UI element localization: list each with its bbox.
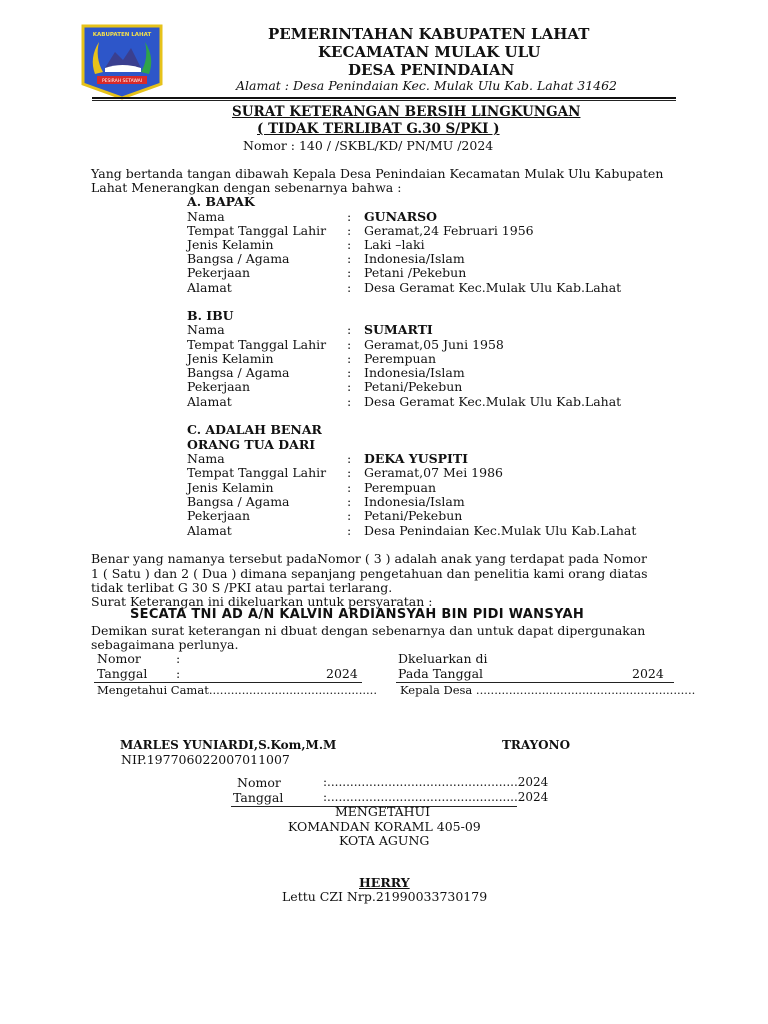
closing-line: sebagaimana perlunya.	[91, 637, 239, 652]
field-label: Bangsa / Agama	[187, 365, 290, 380]
field-value: Geramat,24 Februari 1956	[364, 223, 534, 238]
section-a-heading: A. BAPAK	[187, 194, 255, 209]
field-colon: :	[347, 223, 352, 238]
koramil-nomor-label: Nomor	[237, 775, 281, 790]
section-c-heading: C. ADALAH BENAR	[187, 422, 322, 437]
field-value: Geramat,07 Mei 1986	[364, 465, 503, 480]
purpose-statement: SECATA TNI AD A/N KALVIN ARDIANSYAH BIN PIDI WANSYAH	[130, 607, 584, 622]
field-colon: :	[347, 394, 352, 409]
header-village: DESA PENINDAIAN	[348, 61, 515, 79]
field-label: Bangsa / Agama	[187, 494, 290, 509]
field-value: Perempuan	[364, 351, 437, 366]
field-value: Indonesia/Islam	[364, 365, 465, 380]
field-colon: :	[347, 237, 352, 252]
header-rule-thin	[92, 100, 676, 101]
field-value: Perempuan	[364, 480, 437, 495]
field-label: Alamat	[187, 523, 232, 538]
child-name: DEKA YUSPITI	[364, 451, 469, 466]
field-colon: :	[347, 365, 352, 380]
field-label: Alamat	[187, 280, 232, 295]
field-colon: :	[176, 666, 181, 681]
letter-number: Nomor : 140 / /SKBL/KD/ PN/MU /2024	[243, 138, 494, 153]
koramil-tanggal-label: Tanggal	[233, 790, 284, 805]
letter-subtitle: ( TIDAK TERLIBAT G.30 S/PKI )	[257, 121, 500, 137]
field-label: Tempat Tanggal Lahir	[187, 337, 327, 352]
camat-tanggal-label: Tanggal	[97, 666, 148, 681]
section-c-heading-2: ORANG TUA DARI	[187, 437, 316, 452]
koramil-officer-id: Lettu CZI Nrp.21990033730179	[282, 889, 488, 904]
issued-at-label: Dkeluarkan di	[398, 651, 488, 666]
field-colon: :	[347, 379, 352, 394]
field-value: Indonesia/Islam	[364, 494, 465, 509]
koramil-acknowledgement: MENGETAHUI	[335, 804, 431, 819]
body-line: 1 ( Satu ) dan 2 ( Dua ) dimana sepanjang pengetahuan dan penelitia kami orang diatas	[91, 566, 648, 581]
svg-text:KABUPATEN LAHAT: KABUPATEN LAHAT	[92, 32, 152, 38]
field-colon: :	[347, 322, 352, 337]
village-head-name: TRAYONO	[502, 738, 571, 752]
closing-line: Demikan surat keterangan ni dbuat dengan sebenarnya dan untuk dapat dipergunakan	[91, 623, 646, 638]
field-label: Alamat	[187, 394, 232, 409]
field-colon: :	[347, 251, 352, 266]
camat-nomor-label: Nomor	[97, 651, 141, 666]
camat-acknowledgement: Mengetahui Camat..............................................	[97, 683, 377, 697]
body-line: Surat Keterangan ini dikeluarkan untuk persyaratan :	[91, 594, 433, 609]
kades-year: 2024	[632, 666, 664, 681]
header-government: PEMERINTAHAN KABUPATEN LAHAT	[268, 25, 590, 43]
field-colon: :	[347, 451, 352, 466]
field-value: Indonesia/Islam	[364, 251, 465, 266]
field-value: Laki –laki	[364, 237, 425, 252]
field-value: Petani/Pekebun	[364, 508, 463, 523]
field-colon: :	[347, 265, 352, 280]
field-colon: :	[347, 337, 352, 352]
koramil-city: KOTA AGUNG	[339, 833, 430, 848]
field-label: Pekerjaan	[187, 379, 251, 394]
field-label: Jenis Kelamin	[187, 480, 274, 495]
field-colon: :	[347, 523, 352, 538]
field-label: Pekerjaan	[187, 508, 251, 523]
intro-line: Lahat Menerangkan dengan sebenarnya bahwa :	[91, 180, 402, 195]
field-value: Petani/Pekebun	[364, 379, 463, 394]
field-label: Jenis Kelamin	[187, 351, 274, 366]
header-district: KECAMATAN MULAK ULU	[318, 43, 541, 61]
field-colon: :	[347, 494, 352, 509]
camat-nip: NIP.197706022007011007	[121, 752, 290, 767]
koramil-officer-name: HERRY	[359, 875, 410, 890]
koramil-nomor-value: :..................................................2024	[323, 775, 549, 789]
camat-year: 2024	[326, 666, 358, 681]
field-label: Jenis Kelamin	[187, 237, 274, 252]
village-head-label: Kepala Desa ............................................................	[400, 683, 696, 697]
field-colon: :	[347, 465, 352, 480]
father-name: GUNARSO	[364, 209, 438, 224]
body-line: Benar yang namanya tersebut padaNomor ( 3 ) adalah anak yang terdapat pada Nomor	[91, 551, 647, 566]
body-line: tidak terlibat G 30 S /PKI atau partai terlarang.	[91, 580, 393, 595]
field-value: Desa Penindaian Kec.Mulak Ulu Kab.Lahat	[364, 523, 637, 538]
field-value: Desa Geramat Kec.Mulak Ulu Kab.Lahat	[364, 394, 622, 409]
field-colon: :	[347, 209, 352, 224]
field-colon: :	[347, 508, 352, 523]
field-value: Geramat,05 Juni 1958	[364, 337, 504, 352]
intro-line: Yang bertanda tangan dibawah Kepala Desa Penindaian Kecamatan Mulak Ulu Kabupaten	[91, 166, 664, 181]
field-colon: :	[347, 351, 352, 366]
field-colon: :	[347, 480, 352, 495]
field-label: Nama	[187, 209, 225, 224]
field-label: Nama	[187, 451, 225, 466]
regency-logo	[79, 22, 165, 100]
koramil-tanggal-value: :..................................................2024	[323, 790, 549, 804]
svg-text:PESIRAH SETAWAI: PESIRAH SETAWAI	[101, 79, 143, 84]
header-rule	[92, 97, 676, 99]
field-label: Nama	[187, 322, 225, 337]
section-b-heading: B. IBU	[187, 308, 234, 323]
field-value: Desa Geramat Kec.Mulak Ulu Kab.Lahat	[364, 280, 622, 295]
issued-date-label: Pada Tanggal	[398, 666, 484, 681]
field-label: Pekerjaan	[187, 265, 251, 280]
koramil-unit: KOMANDAN KORAML 405-09	[288, 819, 481, 834]
field-label: Bangsa / Agama	[187, 251, 290, 266]
field-label: Tempat Tanggal Lahir	[187, 223, 327, 238]
field-colon: :	[176, 651, 181, 666]
header-address: Alamat : Desa Penindaian Kec. Mulak Ulu Kab. Lahat 31462	[236, 78, 618, 93]
field-colon: :	[347, 280, 352, 295]
field-label: Tempat Tanggal Lahir	[187, 465, 327, 480]
mother-name: SUMARTI	[364, 322, 433, 337]
camat-signatory-name: MARLES YUNIARDI,S.Kom,M.M	[120, 738, 337, 752]
field-value: Petani /Pekebun	[364, 265, 467, 280]
letter-title: SURAT KETERANGAN BERSIH LINGKUNGAN	[232, 104, 581, 120]
